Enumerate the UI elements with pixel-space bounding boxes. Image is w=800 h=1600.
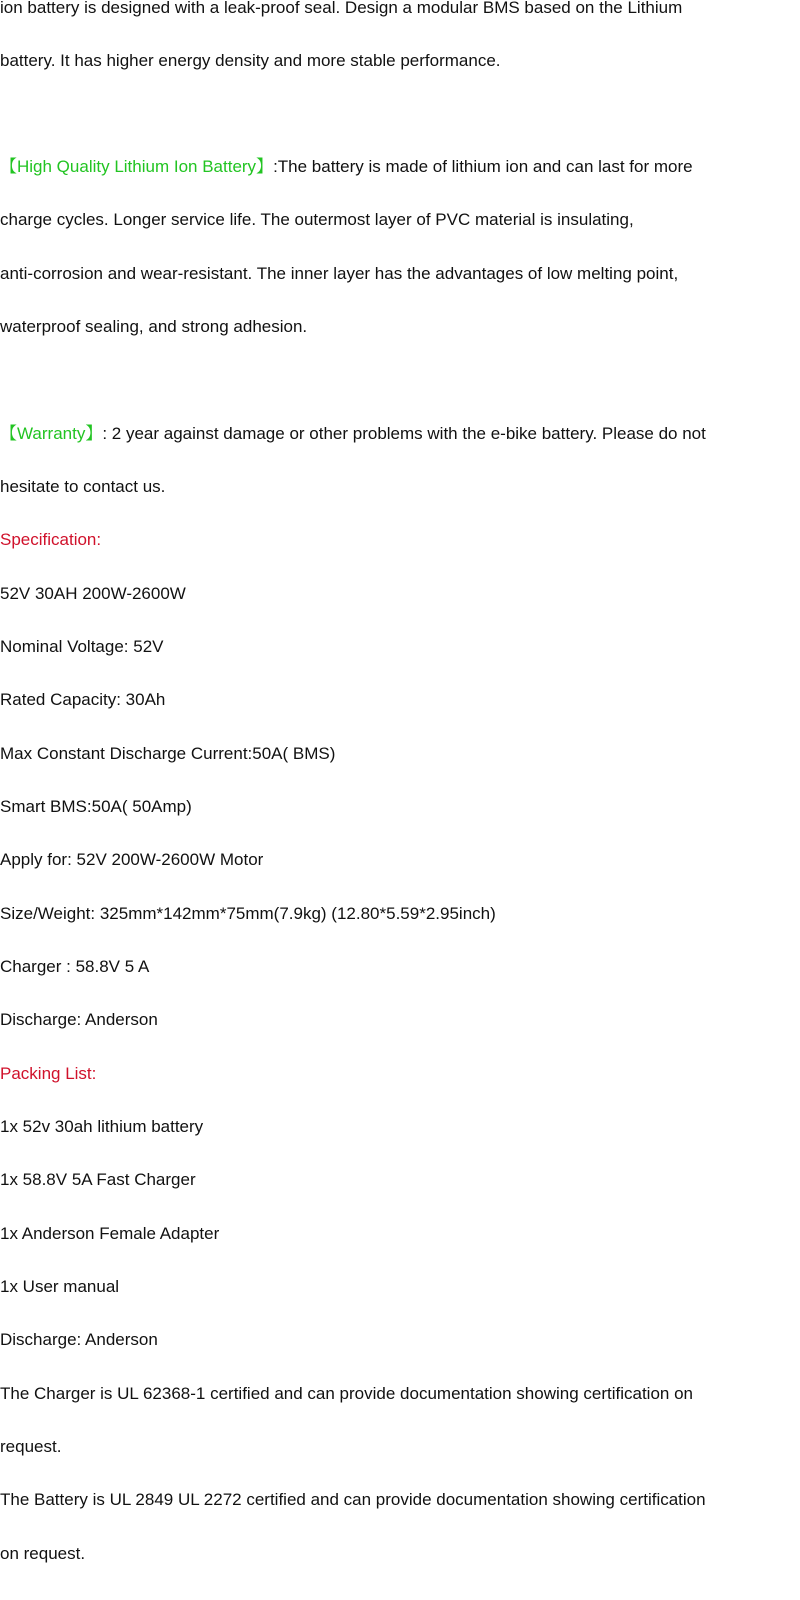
battery-cert-line-1: The Battery is UL 2849 UL 2272 certified and can provide documentation showing certification xyxy=(0,1490,706,1509)
warranty-line-1 xyxy=(0,422,790,446)
packing-item: 1x 58.8V 5A Fast Charger xyxy=(0,1170,196,1189)
spec-item: Apply for: 52V 200W-2600W Motor xyxy=(0,850,264,869)
spec-item: Nominal Voltage: 52V xyxy=(0,637,164,656)
packing-item: 1x 52v 30ah lithium battery xyxy=(0,1117,204,1136)
specification-heading: Specification: xyxy=(0,530,102,549)
spec-item: Max Constant Discharge Current:50A( BMS) xyxy=(0,744,336,763)
quality-text: :The battery is made of lithium ion and can last for more xyxy=(273,157,693,176)
spec-item: Smart BMS:50A( 50Amp) xyxy=(0,797,192,816)
packing-item: Discharge: Anderson xyxy=(0,1330,158,1349)
warranty-heading: 【Warranty】 xyxy=(0,424,103,443)
battery-cert-line-2: on request. xyxy=(0,1544,86,1563)
spec-item: Charger : 58.8V 5 A xyxy=(0,957,150,976)
quality-line-4: waterproof sealing, and strong adhesion. xyxy=(0,317,308,336)
packing-heading: Packing List: xyxy=(0,1064,97,1083)
charger-cert-line-2: request. xyxy=(0,1437,62,1456)
charger-cert-line-1: The Charger is UL 62368-1 certified and can provide documentation showing certification on xyxy=(0,1384,693,1403)
spec-item: Size/Weight: 325mm*142mm*75mm(7.9kg) (12.80*5.59*2.95inch) xyxy=(0,904,496,923)
spec-item: Rated Capacity: 30Ah xyxy=(0,690,166,709)
quality-heading: 【High Quality Lithium Ion Battery】 xyxy=(0,157,274,176)
packing-item: 1x User manual xyxy=(0,1277,120,1296)
spec-item: 52V 30AH 200W-2600W xyxy=(0,584,186,603)
intro-line-1: ion battery is designed with a leak-proof seal. Design a modular BMS based on the Lithium xyxy=(0,0,683,17)
warranty-text: : 2 year against damage or other problems with the e-bike battery. Please do not xyxy=(102,424,706,443)
intro-line-2: battery. It has higher energy density and more stable performance. xyxy=(0,51,501,70)
quality-line-2: charge cycles. Longer service life. The outermost layer of PVC material is insulating, xyxy=(0,210,634,229)
spec-item: Discharge: Anderson xyxy=(0,1010,158,1029)
quality-line-1 xyxy=(0,155,790,179)
warranty-line-2: hesitate to contact us. xyxy=(0,477,166,496)
quality-line-3: anti-corrosion and wear-resistant. The inner layer has the advantages of low melting point, xyxy=(0,264,679,283)
packing-item: 1x Anderson Female Adapter xyxy=(0,1224,220,1243)
